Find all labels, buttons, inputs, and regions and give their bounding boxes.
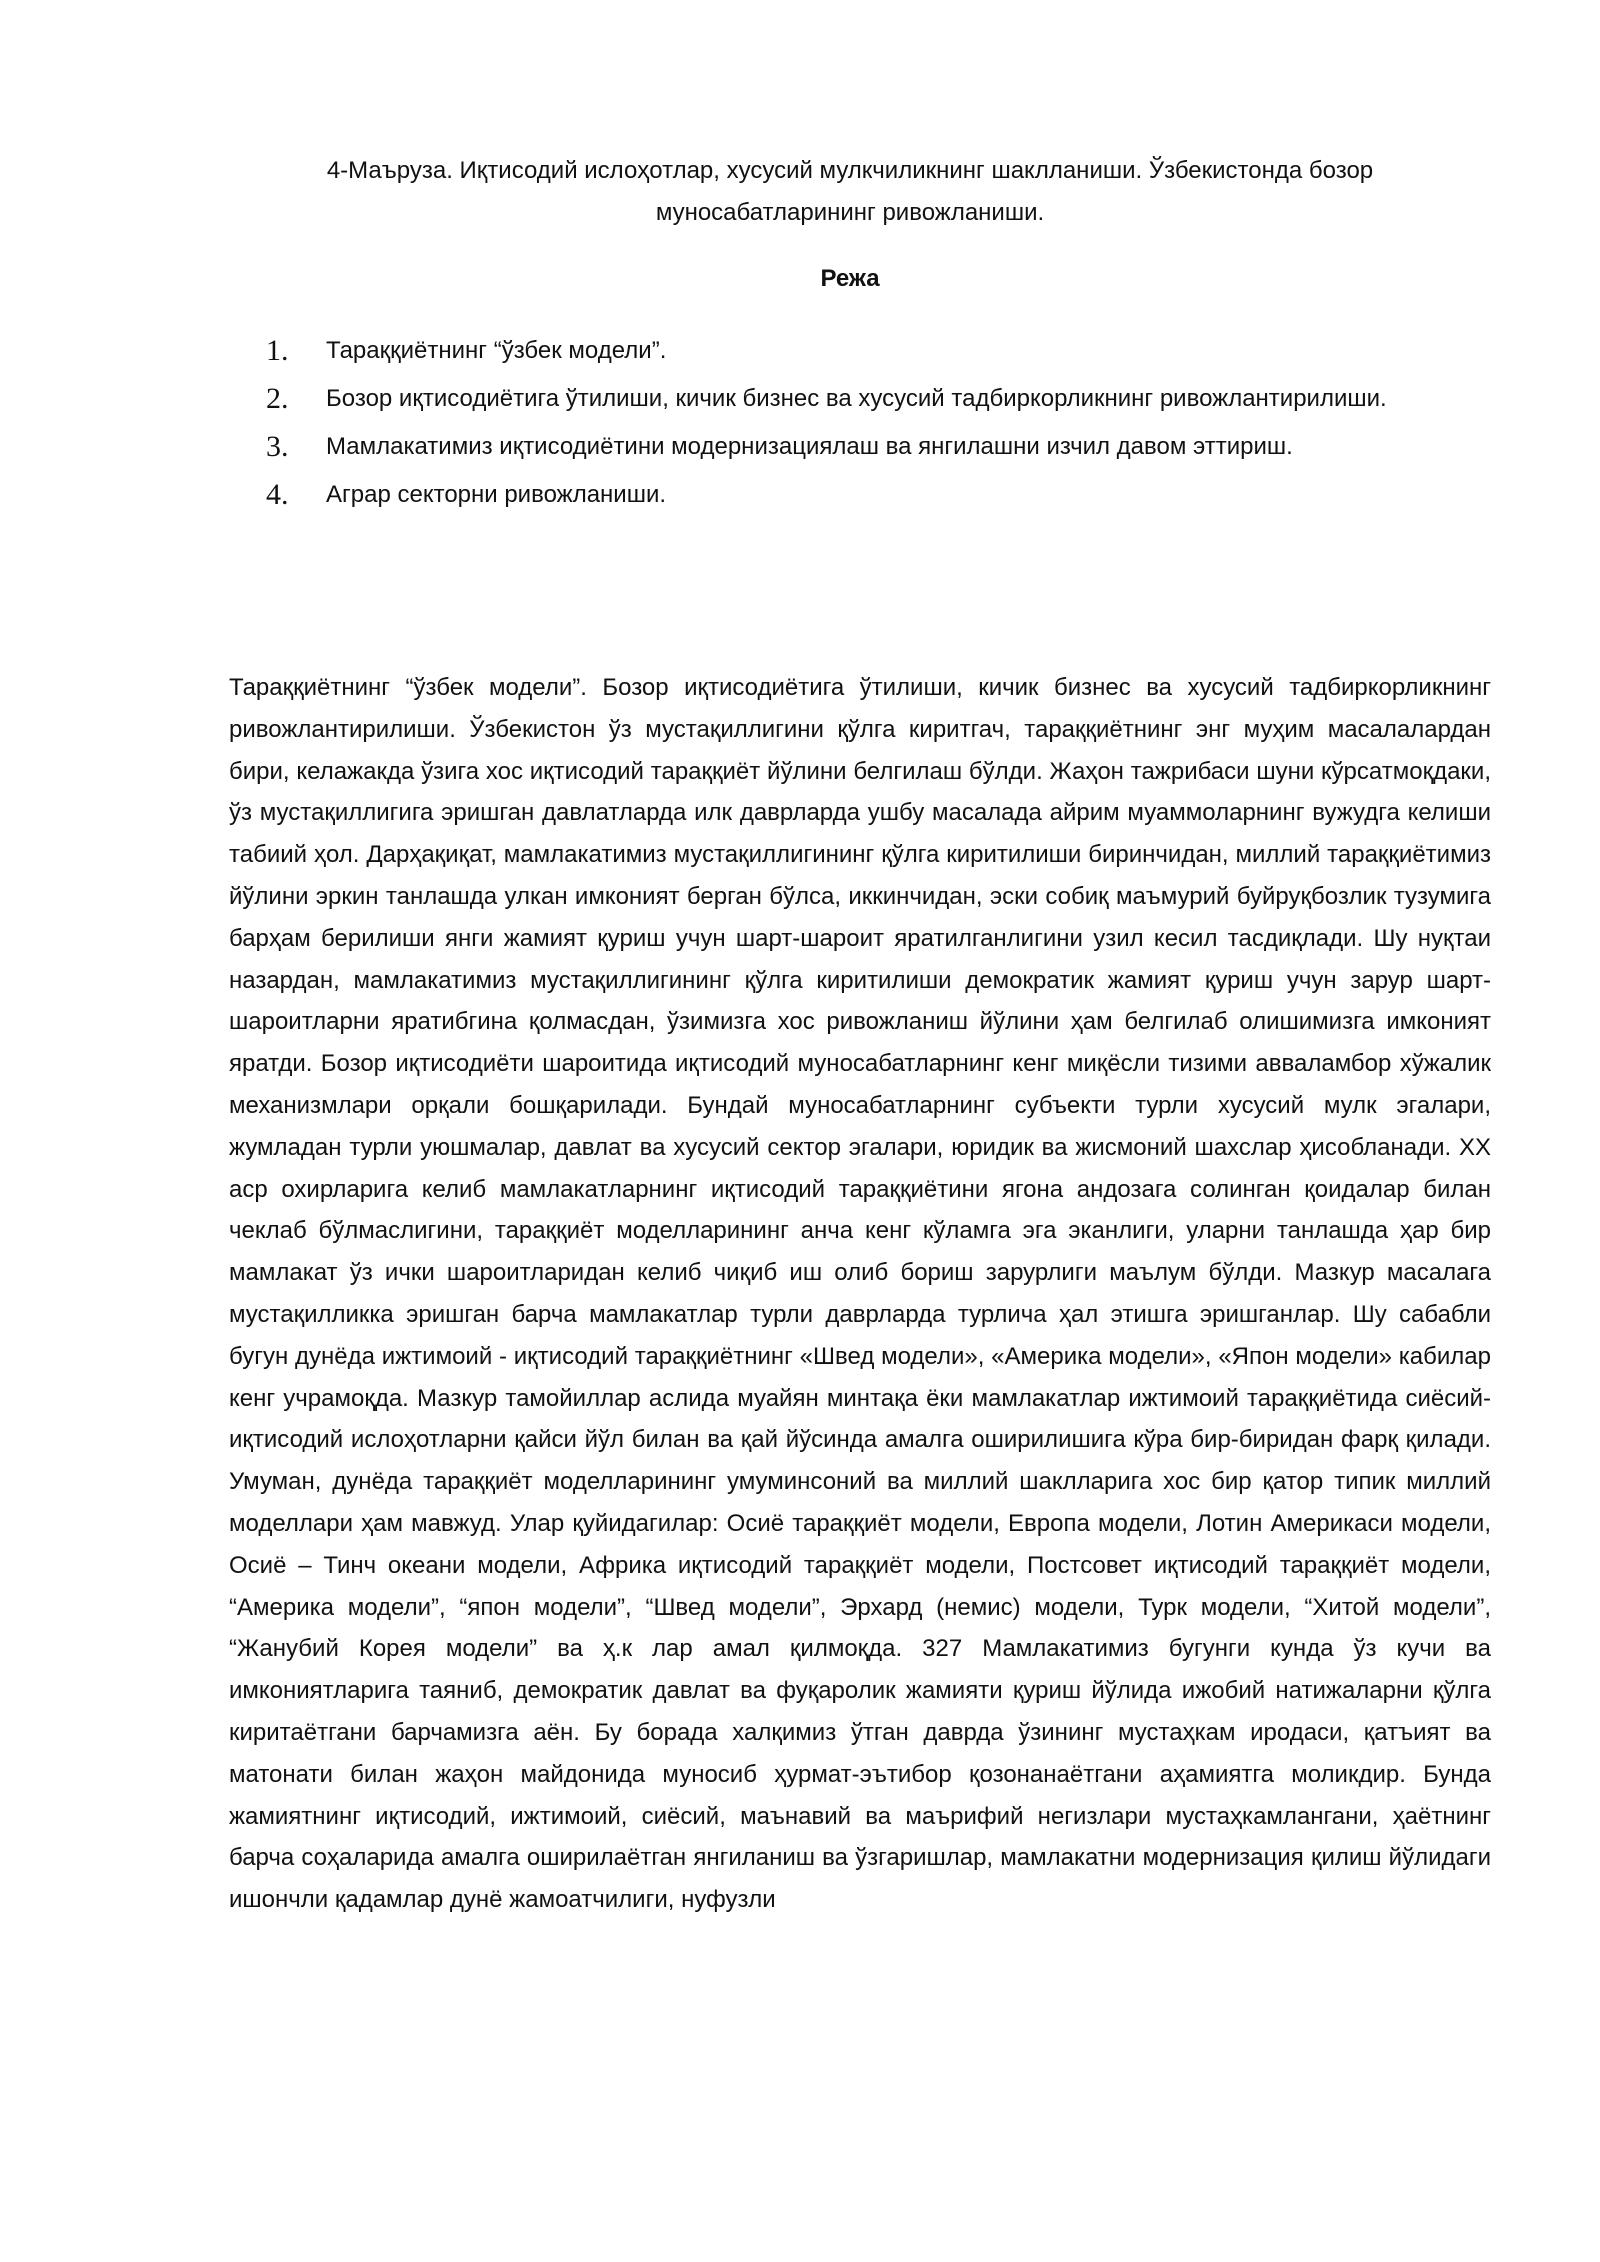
plan-item-text: Бозор иқтисодиётига ўтилиши, кичик бизнес ва хусусий тадбиркорликнинг ривожлантирилиши. bbox=[326, 385, 1387, 412]
plan-item-text: Мамлакатимиз иқтисодиётини модернизациялаш ва янгилашни изчил давом эттириш. bbox=[326, 433, 1293, 460]
plan-item bbox=[266, 380, 1446, 418]
plan-item-number: 2. bbox=[266, 382, 289, 415]
plan-item-text: Тараққиётнинг “ўзбек модели”. bbox=[326, 337, 667, 364]
plan-item-number: 4. bbox=[266, 478, 289, 511]
plan-list bbox=[266, 332, 1446, 524]
plan-item bbox=[266, 332, 1446, 370]
plan-item bbox=[266, 428, 1446, 466]
page-title: 4-Маъруза. Иқтисодий ислоҳотлар, хусусий мулкчиликнинг шаклланиши. Ўзбекистонда бозор муносабатларининг ривожланиши. bbox=[326, 157, 1374, 226]
body-paragraph: Тараққиётнинг “ўзбек модели”. Бозор иқтисодиётига ўтилиши, кичик бизнес ва хусусий тадбиркорликнинг ривожлантирилиши. Ўзбекистон ўз мустақиллигини қўлга киритгач, тараққиётнинг энг муҳим масалалардан бири, келажакда ўзига хос иқтисодий тараққиёт йўлини белгилаш бўлди. Жаҳон тажрибаси шуни кўрсатмоқдаки, ўз мустақиллигига эришган давлатларда илк даврларда ушбу масалада айрим муаммоларнинг вужудга келиши табиий ҳол. Дарҳақиқат, мамлакатимиз мустақиллигининг қўлга киритилиши биринчидан, миллий тараққиётимиз йўлини эркин танлашда улкан имконият берган бўлса, иккинчидан, эски собиқ маъмурий буйруқбозлик тузумига барҳам берилиши янги жамият қуриш учун шарт-шароит яратилганлигини узил кесил тасдиқлади. Шу нуқтаи назардан, мамлакатимиз мустақиллигининг қўлга киритилиши демократик жамият қуриш учун зарур шарт-шароитларни яратибгина қолмасдан, ўзимизга хос ривожланиш йўлини ҳам белгилаб олишимизга имконият яратди. Бозор иқтисодиёти шароитида иқтисодий муносабатларнинг кенг миқёсли тизими авваламбор хўжалик механизмлари орқали бошқарилади. Бундай муносабатларнинг субъекти турли хусусий мулк эгалари, жумладан турли уюшмалар, давлат ва хусусий сектор эгалари, юридик ва жисмоний шахслар ҳисобланади. XX аср охирларига келиб мамлакатларнинг иқтисодий тараққиётини ягона андозага солинган қоидалар билан чеклаб бўлмаслигини, тараққиёт моделларининг анча кенг кўламга эга эканлиги, уларни танлашда ҳар бир мамлакат ўз ички шароитларидан келиб чиқиб иш олиб бориш зарурлиги маълум бўлди. Мазкур масалага мустақилликка эришган барча мамлакатлар турли даврларда турлича ҳал этишга эришганлар. Шу сабабли бугун дунёда ижтимоий - иқтисодий тараққиётнинг «Швед модели», «Америка модели», «Япон модели» кабилар кенг учрамоқда. Мазкур тамойиллар аслида муайян минтақа ёки мамлакатлар ижтимоий тараққиётида сиёсий-иқтисодий ислоҳотларни қайси йўл билан ва қай йўсинда амалга оширилишига кўра бир-биридан фарқ қилади. Умуман, дунёда тараққиёт моделларининг умуминсоний ва миллий шаклларига хос бир қатор типик миллий моделлари ҳам мавжуд. Улар қуйидагилар: Осиё тараққиёт модели, Европа модели, Лотин Америкаси модели, Осиё – Тинч океани модели, Африка иқтисодий тараққиёт модели, Постсовет иқтисодий тараққиёт модели, “Америка модели”, “япон модели”, “Швед модели”, Эрхард (немис) модели, Турк модели, “Хитой модели”, “Жанубий Корея модели” ва ҳ.к лар амал қилмоқда. 327 Мамлакатимиз бугунги кунда ўз кучи ва имкониятларига таяниб, демократик давлат ва фуқаролик жамияти қуриш йўлида ижобий натижаларни қўлга киритаётгани барчамизга аён. Бу борада халқимиз ўтган даврда ўзининг мустаҳкам иродаси, қатъият ва матонати билан жаҳон майдонида муносиб ҳурмат-эътибор қозонанаётгани аҳамиятга моликдир. Бунда жамиятнинг иқтисодий, ижтимоий, сиёсий, маънавий ва маърифий негизлари мустаҳкамлангани, ҳаётнинг барча соҳаларида амалга оширилаётган янгиланиш ва ўзгаришлар, мамлакатни модернизация қилиш йўлидаги ишончли қадамлар дунё жамоатчилиги, нуфузли bbox=[229, 674, 1491, 1914]
plan-heading: Режа bbox=[820, 265, 880, 292]
plan-item bbox=[266, 476, 1446, 514]
plan-item-number: 3. bbox=[266, 430, 289, 463]
plan-item-text: Аграр секторни ривожланиши. bbox=[326, 481, 667, 508]
plan-item-number: 1. bbox=[266, 334, 289, 367]
